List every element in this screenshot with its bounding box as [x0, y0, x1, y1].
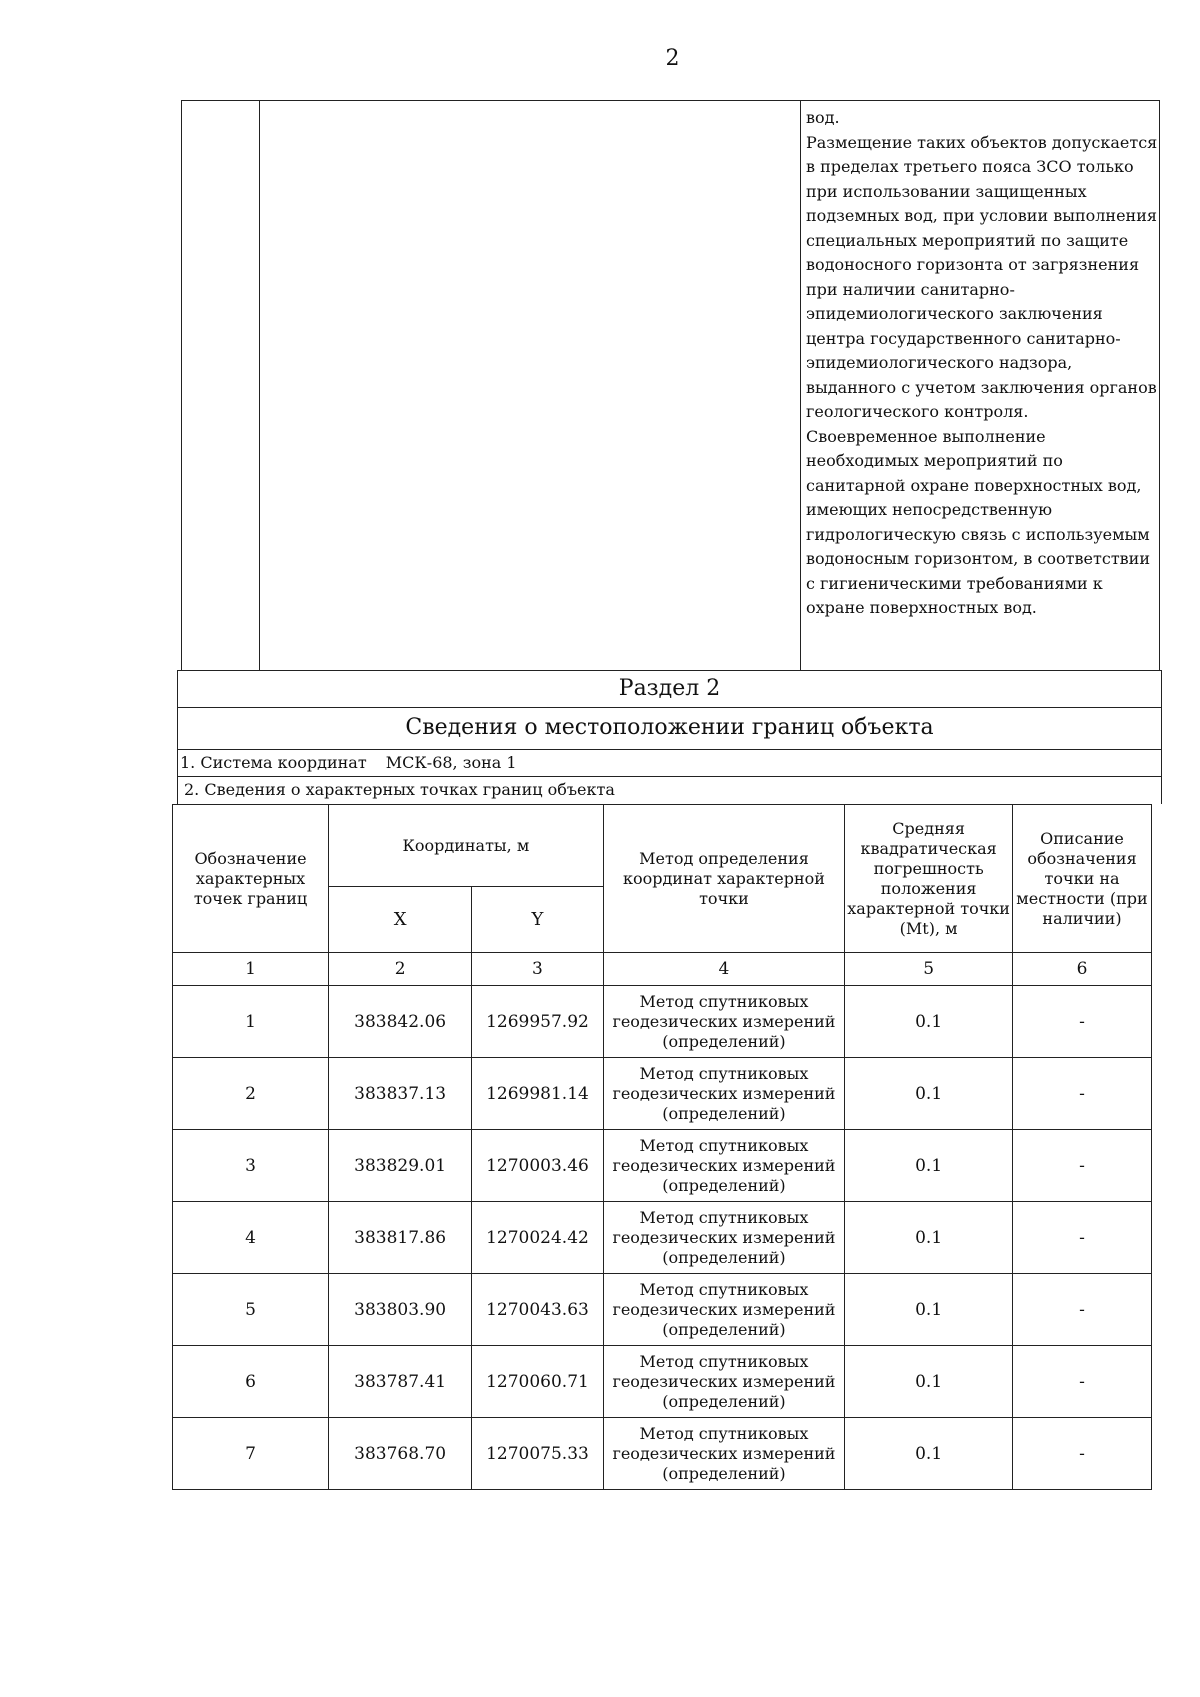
description-cell: -: [1013, 1346, 1152, 1418]
header-designation: Обозначение характерных точек границ: [173, 805, 329, 953]
section-subtitle: Сведения о местоположении границ объекта: [177, 707, 1162, 749]
method-cell: Метод спутниковых геодезических измерений (определений): [603, 1058, 845, 1130]
column-number: 1: [173, 953, 329, 986]
column-number: 4: [603, 953, 845, 986]
point-number: 1: [173, 986, 329, 1058]
column-number: 5: [845, 953, 1013, 986]
point-number: 3: [173, 1130, 329, 1202]
error-cell: 0.1: [845, 1202, 1013, 1274]
x-coordinate: 383837.13: [329, 1058, 472, 1130]
table-row: [173, 1202, 1152, 1274]
table-row: [173, 986, 1152, 1058]
point-number: 2: [173, 1058, 329, 1130]
header-error: Средняя квадратическая погрешность положения характерной точки (Mt), м: [845, 805, 1013, 953]
header-x: X: [329, 887, 472, 953]
error-cell: 0.1: [845, 1346, 1013, 1418]
method-cell: Метод спутниковых геодезических измерений (определений): [603, 1130, 845, 1202]
section-title: Раздел 2: [177, 670, 1162, 707]
point-number: 5: [173, 1274, 329, 1346]
column-divider: [259, 101, 260, 670]
column-number: 3: [472, 953, 603, 986]
x-coordinate: 383768.70: [329, 1418, 472, 1490]
method-cell: Метод спутниковых геодезических измерений (определений): [603, 1346, 845, 1418]
method-cell: Метод спутниковых геодезических измерений (определений): [603, 986, 845, 1058]
x-coordinate: 383817.86: [329, 1202, 472, 1274]
header-y: Y: [472, 887, 603, 953]
table-row: [173, 1058, 1152, 1130]
table-row: [173, 1274, 1152, 1346]
header-coordinates: Координаты, м: [329, 805, 604, 887]
header-description: Описание обозначения точки на местности (при наличии): [1013, 805, 1152, 953]
table-row: [173, 1346, 1152, 1418]
y-coordinate: 1270024.42: [472, 1202, 603, 1274]
boundary-points-table: [172, 804, 1152, 1490]
description-cell: -: [1013, 986, 1152, 1058]
continuation-text: вод. Размещение таких объектов допускается в пределах третьего пояса ЗСО только при использовании защищенных подземных вод, при условии выполнения специальных мероприятий по защите водоносного горизонта от загрязнения при наличии санитарно-эпидемиологического заключения центра государственного санитарно-эпидемиологического надзора, выданного с учетом заключения органов геологического контроля. Своевременное выполнение необходимых мероприятий по санитарной охране поверхностных вод, имеющих непосредственную гидрологическую связь с используемым водоносным горизонтом, в соответствии с гигиеническими требованиями к охране поверхностных вод.: [806, 108, 1158, 617]
table-row: [173, 1418, 1152, 1490]
error-cell: 0.1: [845, 986, 1013, 1058]
description-cell: -: [1013, 1202, 1152, 1274]
header-method: Метод определения координат характерной точки: [603, 805, 845, 953]
method-cell: Метод спутниковых геодезических измерений (определений): [603, 1418, 845, 1490]
y-coordinate: 1269957.92: [472, 986, 603, 1058]
point-number: 7: [173, 1418, 329, 1490]
x-coordinate: 383787.41: [329, 1346, 472, 1418]
error-cell: 0.1: [845, 1130, 1013, 1202]
error-cell: 0.1: [845, 1274, 1013, 1346]
coordinate-system-row: [177, 749, 1162, 776]
description-cell: -: [1013, 1418, 1152, 1490]
x-coordinate: 383803.90: [329, 1274, 472, 1346]
x-coordinate: 383842.06: [329, 986, 472, 1058]
y-coordinate: 1270043.63: [472, 1274, 603, 1346]
point-number: 6: [173, 1346, 329, 1418]
y-coordinate: 1270003.46: [472, 1130, 603, 1202]
x-coordinate: 383829.01: [329, 1130, 472, 1202]
method-cell: Метод спутниковых геодезических измерений (определений): [603, 1202, 845, 1274]
method-cell: Метод спутниковых геодезических измерений (определений): [603, 1274, 845, 1346]
points-heading: 2. Сведения о характерных точках границ объекта: [177, 776, 1162, 804]
coordinate-system-value: МСК-68, зона 1: [385, 753, 517, 772]
error-cell: 0.1: [845, 1058, 1013, 1130]
column-number: 6: [1013, 953, 1152, 986]
y-coordinate: 1269981.14: [472, 1058, 603, 1130]
continuation-block: [181, 100, 1160, 670]
y-coordinate: 1270075.33: [472, 1418, 603, 1490]
description-cell: -: [1013, 1274, 1152, 1346]
coordinate-system-label: 1. Система координат: [180, 753, 367, 772]
error-cell: 0.1: [845, 1418, 1013, 1490]
description-cell: -: [1013, 1130, 1152, 1202]
table-row: [173, 1130, 1152, 1202]
point-number: 4: [173, 1202, 329, 1274]
column-number: 2: [329, 953, 472, 986]
column-number-row: [173, 953, 1152, 986]
column-divider: [800, 101, 801, 670]
y-coordinate: 1270060.71: [472, 1346, 603, 1418]
page-number: 2: [665, 46, 680, 71]
description-cell: -: [1013, 1058, 1152, 1130]
